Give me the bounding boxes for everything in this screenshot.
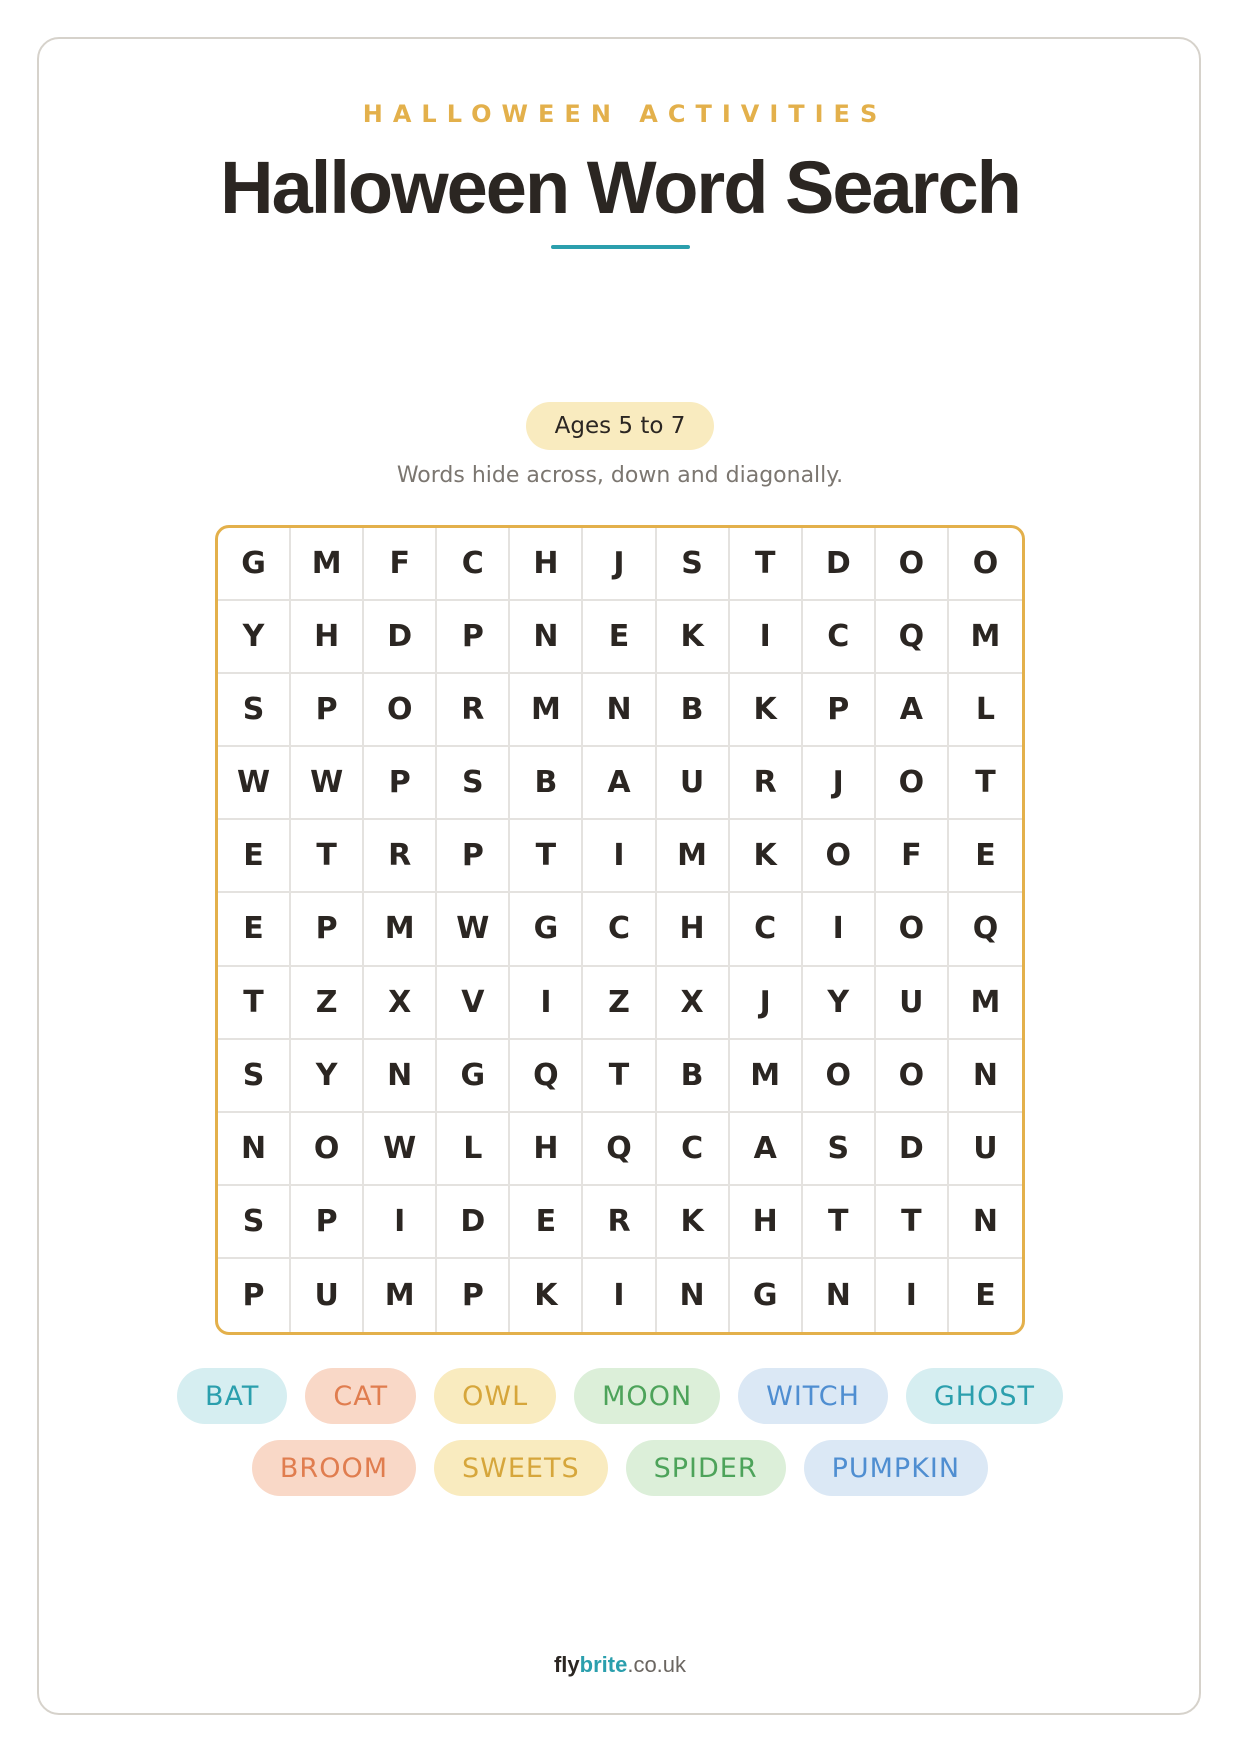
grid-cell[interactable]: M	[949, 967, 1022, 1040]
grid-cell[interactable]: T	[876, 1186, 949, 1259]
grid-cell[interactable]: G	[730, 1259, 803, 1332]
grid-cell[interactable]: C	[437, 528, 510, 601]
grid-cell[interactable]: X	[364, 967, 437, 1040]
grid-cell[interactable]: S	[218, 1040, 291, 1113]
grid-cell[interactable]: D	[364, 601, 437, 674]
grid-cell[interactable]: H	[291, 601, 364, 674]
word-search-grid	[215, 525, 1025, 1335]
word-chip-witch: WITCH	[738, 1368, 888, 1424]
word-chip-sweets: SWEETS	[434, 1440, 608, 1496]
grid-cell[interactable]: G	[218, 528, 291, 601]
grid-cell[interactable]: G	[510, 893, 583, 966]
grid-cell[interactable]: U	[876, 967, 949, 1040]
grid-cell[interactable]: P	[291, 1186, 364, 1259]
grid-cell[interactable]: O	[876, 1040, 949, 1113]
grid-cell[interactable]: F	[364, 528, 437, 601]
grid-cell[interactable]: E	[583, 601, 656, 674]
grid-cell[interactable]: I	[583, 820, 656, 893]
eyebrow-label: HALLOWEEN ACTIVITIES	[362, 100, 888, 128]
brand-fly: fly	[553, 1652, 580, 1677]
grid-cell[interactable]: B	[657, 674, 730, 747]
grid-cell[interactable]: U	[291, 1259, 364, 1332]
grid-cell[interactable]: A	[730, 1113, 803, 1186]
footer-brand	[0, 1652, 1240, 1678]
grid-cell[interactable]: J	[803, 747, 876, 820]
grid-cell[interactable]: P	[291, 674, 364, 747]
grid-cell[interactable]: M	[949, 601, 1022, 674]
grid-cell[interactable]: M	[364, 893, 437, 966]
grid-cell[interactable]: E	[218, 820, 291, 893]
grid-cell[interactable]: C	[730, 893, 803, 966]
grid-cell[interactable]: P	[437, 820, 510, 893]
grid-cell[interactable]: S	[803, 1113, 876, 1186]
grid-cell[interactable]: M	[510, 674, 583, 747]
grid-cell[interactable]: S	[218, 674, 291, 747]
grid-cell[interactable]: P	[218, 1259, 291, 1332]
grid-cell[interactable]: D	[803, 528, 876, 601]
grid-cell[interactable]: Z	[583, 967, 656, 1040]
title-underline	[551, 245, 690, 249]
grid-cell[interactable]: T	[291, 820, 364, 893]
word-chip-pumpkin: PUMPKIN	[804, 1440, 989, 1496]
word-chip-spider: SPIDER	[626, 1440, 786, 1496]
grid-cell[interactable]: P	[437, 1259, 510, 1332]
grid-cell[interactable]: C	[803, 601, 876, 674]
grid-cell[interactable]: A	[876, 674, 949, 747]
grid-cell[interactable]: U	[657, 747, 730, 820]
word-chip-ghost: GHOST	[906, 1368, 1063, 1424]
grid-cell[interactable]: C	[583, 893, 656, 966]
grid-cell[interactable]: O	[803, 1040, 876, 1113]
grid-cell[interactable]: K	[657, 601, 730, 674]
grid-cell[interactable]: B	[657, 1040, 730, 1113]
grid-cell[interactable]: O	[803, 820, 876, 893]
grid-cell[interactable]: T	[510, 820, 583, 893]
grid-cell[interactable]: N	[803, 1259, 876, 1332]
grid-cell[interactable]: Q	[949, 893, 1022, 966]
grid-cell[interactable]: Y	[291, 1040, 364, 1113]
grid-cell[interactable]: J	[730, 967, 803, 1040]
grid-cell[interactable]: U	[949, 1113, 1022, 1186]
grid-cell[interactable]: W	[437, 893, 510, 966]
grid-cell[interactable]: T	[803, 1186, 876, 1259]
grid-cell[interactable]: W	[291, 747, 364, 820]
grid-cell[interactable]: C	[657, 1113, 730, 1186]
grid-cell[interactable]: O	[876, 747, 949, 820]
grid-cell[interactable]: Y	[218, 601, 291, 674]
letter-grid	[218, 528, 1022, 1332]
grid-cell[interactable]: D	[876, 1113, 949, 1186]
grid-cell[interactable]: W	[218, 747, 291, 820]
grid-cell[interactable]: Y	[803, 967, 876, 1040]
instructions-text: Words hide across, down and diagonally.	[396, 463, 844, 488]
grid-cell[interactable]: H	[510, 1113, 583, 1186]
grid-cell[interactable]: I	[364, 1186, 437, 1259]
grid-cell[interactable]: M	[657, 820, 730, 893]
grid-cell[interactable]: N	[949, 1040, 1022, 1113]
grid-cell[interactable]: I	[583, 1259, 656, 1332]
grid-cell[interactable]: T	[730, 528, 803, 601]
grid-cell[interactable]: P	[291, 893, 364, 966]
grid-cell[interactable]: P	[803, 674, 876, 747]
grid-cell[interactable]: N	[657, 1259, 730, 1332]
grid-cell[interactable]: B	[510, 747, 583, 820]
brand-brite: brite	[579, 1652, 628, 1677]
grid-cell[interactable]: N	[218, 1113, 291, 1186]
grid-cell[interactable]: O	[876, 893, 949, 966]
grid-cell[interactable]: R	[364, 820, 437, 893]
grid-cell[interactable]: F	[876, 820, 949, 893]
brand-tld: .co.uk	[627, 1652, 687, 1677]
grid-cell[interactable]: H	[510, 528, 583, 601]
grid-cell[interactable]: N	[583, 674, 656, 747]
grid-cell[interactable]: I	[510, 967, 583, 1040]
word-chip-cat: CAT	[305, 1368, 416, 1424]
word-chip-bat: BAT	[177, 1368, 287, 1424]
grid-cell[interactable]: M	[730, 1040, 803, 1113]
grid-cell[interactable]: H	[657, 893, 730, 966]
grid-cell[interactable]: T	[218, 967, 291, 1040]
grid-cell[interactable]: R	[583, 1186, 656, 1259]
grid-cell[interactable]: E	[949, 820, 1022, 893]
age-badge: Ages 5 to 7	[526, 402, 714, 450]
word-chip-moon: MOON	[574, 1368, 720, 1424]
page-title: Halloween Word Search	[220, 146, 1020, 229]
grid-cell[interactable]: M	[291, 528, 364, 601]
grid-cell[interactable]: E	[510, 1186, 583, 1259]
grid-cell[interactable]: S	[218, 1186, 291, 1259]
grid-cell[interactable]: K	[510, 1259, 583, 1332]
grid-cell[interactable]: E	[218, 893, 291, 966]
grid-cell[interactable]: K	[730, 674, 803, 747]
grid-cell[interactable]: J	[583, 528, 656, 601]
word-chip-owl: OWL	[434, 1368, 556, 1424]
grid-cell[interactable]: H	[730, 1186, 803, 1259]
grid-cell[interactable]: S	[657, 528, 730, 601]
grid-cell[interactable]: O	[364, 674, 437, 747]
grid-cell[interactable]: L	[949, 674, 1022, 747]
grid-cell[interactable]: K	[657, 1186, 730, 1259]
grid-cell[interactable]: I	[730, 601, 803, 674]
grid-cell[interactable]: I	[803, 893, 876, 966]
grid-cell[interactable]: D	[437, 1186, 510, 1259]
grid-cell[interactable]: M	[364, 1259, 437, 1332]
grid-cell[interactable]: N	[510, 601, 583, 674]
grid-cell[interactable]: E	[975, 1277, 996, 1313]
grid-cell[interactable]: Z	[291, 967, 364, 1040]
grid-cell[interactable]: O	[876, 528, 949, 601]
grid-cell[interactable]: A	[583, 747, 656, 820]
grid-cell[interactable]: O	[949, 528, 1022, 601]
grid-cell[interactable]: K	[730, 820, 803, 893]
grid-cell[interactable]: N	[949, 1186, 1022, 1259]
grid-cell[interactable]: V	[437, 967, 510, 1040]
grid-cell[interactable]: R	[437, 674, 510, 747]
grid-cell[interactable]: P	[364, 747, 437, 820]
word-row	[0, 1368, 1240, 1424]
grid-cell[interactable]: Q	[876, 601, 949, 674]
word-chip-broom: BROOM	[252, 1440, 416, 1496]
grid-cell[interactable]: S	[437, 747, 510, 820]
grid-cell[interactable]: W	[364, 1113, 437, 1186]
word-list	[0, 1368, 1240, 1512]
grid-cell[interactable]: Q	[583, 1113, 656, 1186]
grid-cell[interactable]: O	[291, 1113, 364, 1186]
grid-cell[interactable]: N	[364, 1040, 437, 1113]
grid-cell[interactable]: L	[437, 1113, 510, 1186]
grid-cell[interactable]: P	[437, 601, 510, 674]
grid-cell[interactable]: R	[730, 747, 803, 820]
grid-cell[interactable]: G	[437, 1040, 510, 1113]
grid-cell[interactable]: Q	[510, 1040, 583, 1113]
grid-cell[interactable]: T	[583, 1040, 656, 1113]
word-row	[0, 1440, 1240, 1496]
grid-cell[interactable]: I	[876, 1259, 949, 1332]
grid-cell[interactable]: X	[657, 967, 730, 1040]
grid-cell[interactable]: T	[949, 747, 1022, 820]
